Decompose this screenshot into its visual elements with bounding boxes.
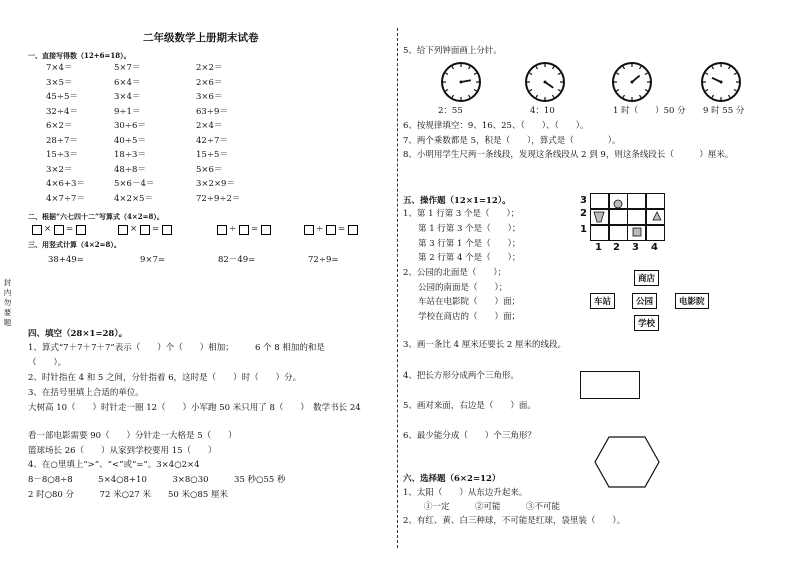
fill-line: （ ）。 [28,358,67,368]
section-6-heading: 六、选择题（6×2=12） [403,474,501,484]
answer-box[interactable] [32,225,42,235]
operator-symbol: × [44,224,52,234]
fill-line: 4、在○里填上“>”、“<”或“=”。3×4○2×4 [28,460,200,470]
operator-symbol: ÷ [316,224,324,234]
mental-math-item: 30÷6＝ [114,121,146,131]
direction-question: 学校在商店的（ ）面； [418,312,521,322]
face-question: 5、画对来面，右边是（ ）面。 [403,401,536,411]
clock-label: 2：55 [438,106,463,116]
fill-line: 8－8○8÷8 5×4○8+10 3×8○30 35 秒○55 秒 [28,475,286,485]
clock-face-icon[interactable] [440,61,482,103]
operator-symbol: = [251,224,259,234]
mental-math-item: 45÷5＝ [46,92,78,102]
mental-math-item: 3×6＝ [196,92,223,102]
column-divider [397,28,398,548]
mental-math-item: 18÷3＝ [114,150,146,160]
mental-math-item: 5×6＝ [196,164,223,175]
mental-math-item: 72÷9÷2＝ [196,193,241,204]
place-park: 公园 [632,293,657,309]
rectangle-shape [580,371,640,399]
grid-col-label: 3 [632,242,639,253]
mental-math-item: 4×6+3＝ [46,179,85,189]
mental-math-item: 4×7÷7＝ [46,193,85,204]
answer-box[interactable] [217,225,227,235]
question-8: 8、小明用学生尺两一条线段，发现这条线段从 2 到 9，则这条线段长（ ）厘米。 [403,150,734,160]
rectangle-question: 4、把长方形分成两个三角形。 [403,371,519,381]
direction-question: 公园的南面是（ ）； [418,283,508,293]
answer-box[interactable] [326,225,336,235]
vertical-calc-item: 9×7= [140,255,166,265]
fill-line: 2、时针指在 4 和 5 之间，分针指着 6，这时是（ ）时（ ）分。 [28,373,302,383]
side-label: 封内勿要题 [3,278,12,327]
page-title: 二年级数学上册期末试卷 [143,32,259,44]
section-3-heading: 三、用竖式计算（4×2=8）。 [28,240,121,249]
grid-col-label: 2 [613,242,620,253]
triangle-shape [653,212,661,220]
place-station: 车站 [590,293,615,309]
answer-box[interactable] [239,225,249,235]
mental-math-item: 15÷3＝ [46,150,78,160]
mental-math-item: 5×7＝ [114,63,141,73]
mental-math-item: 3×4＝ [114,92,141,102]
section-4-heading: 四、填空（28×1=28）。 [28,329,128,339]
grid-row-label: 2 [580,208,587,219]
fill-line: 篮球场长 26（ ）从家到学校要用 15（ ） [28,446,217,456]
direction-question: 2、公园的北面是（ ）； [403,268,507,278]
mental-math-item: 48÷8＝ [114,164,146,175]
grid-question: 第 2 行第 4 个是（ ）； [418,253,521,263]
mental-math-item: 5×6－4＝ [114,179,155,189]
answer-box[interactable] [76,225,86,235]
trapezoid-shape [594,212,604,222]
clock-label: 1 时（ ）50 分 [613,106,686,116]
answer-box[interactable] [140,225,150,235]
clock-face-icon[interactable] [611,61,653,103]
mental-math-item: 3×5＝ [46,77,73,88]
mental-math-item: 15÷5＝ [196,150,228,160]
answer-box[interactable] [54,225,64,235]
fill-line: 1、算式“7＋7＋7＋7”表示（ ）个（ ）相加； 6 个 8 相加的和是 [28,343,325,353]
section-5-heading: 五、操作题（12×1=12）。 [403,196,511,206]
operator-symbol: = [152,224,160,234]
fill-line: 3、在括号里填上合适的单位。 [28,388,144,398]
mental-math-item: 63÷9＝ [196,106,228,117]
hexagon-question: 6、最少能分成（ ）个三角形？ [403,431,536,441]
grid-question: 1、第 1 行第 3 个是（ ）； [403,209,520,219]
vertical-calc-item: 38+49= [48,255,84,265]
mental-math-item: 2×6＝ [196,77,223,88]
clock-face-icon[interactable] [700,61,742,103]
mental-math-item: 4×2×5＝ [114,193,153,204]
grid-row-label: 1 [580,224,587,235]
direction-question: 车站在电影院（ ）面； [418,297,521,307]
mental-math-item: 9÷1＝ [114,106,141,117]
square-shape [633,228,641,236]
fill-line: 2 时○80 分 72 米○27 米 50 米○85 厘米 [28,490,228,500]
place-school: 学校 [634,315,659,331]
operator-symbol: = [66,224,74,234]
operator-symbol: × [130,224,138,234]
answer-box[interactable] [118,225,128,235]
mental-math-item: 40÷5＝ [114,135,146,146]
section-2-heading: 二、根据“六七四十二”写算式（4×2=8）。 [28,212,164,221]
choice-options: ①一定 ②可能 ③不可能 [424,502,561,512]
section-1-heading: 一、直接写得数（12+6=18）。 [28,51,131,60]
grid-row-label: 3 [580,195,587,206]
question-7: 7、两个乘数都是 5，积是（ ），算式是（ ）。 [403,136,621,146]
hexagon-shape [593,435,661,489]
answer-box[interactable] [162,225,172,235]
clock-label: 4：10 [530,106,555,116]
clock-face-icon[interactable] [524,61,566,103]
circle-shape [614,200,622,208]
vertical-calc-item: 82－49= [218,255,256,265]
grid-question: 第 1 行第 3 个是（ ）； [418,224,521,234]
mental-math-item: 3×2＝ [46,164,73,175]
question-5: 5、给下列钟面画上分针。 [403,46,502,56]
fill-line: 大树高 10（ ）时针走一圈 12（ ）小军跑 50 米只用了 8（ ） 数学书长 24 [28,403,361,413]
mental-math-item: 7×4＝ [46,63,73,73]
mental-math-item: 3×2×9＝ [196,179,235,189]
question-6: 6、按规律填空：9、16、25、（ ）、（ ）。 [403,121,589,131]
grid-question: 第 3 行第 1 个是（ ）； [418,239,521,249]
answer-box[interactable] [261,225,271,235]
choice-question: 2、有红、黄、白三种球，不可能是红球，袋里装（ ）。 [403,516,626,526]
mental-math-item: 6×2＝ [46,121,73,131]
clock-label: 9 时 55 分 [703,106,745,116]
mental-math-item: 28÷7＝ [46,135,78,146]
mental-math-item: 42÷7＝ [196,135,228,146]
mental-math-item: 6×4＝ [114,77,141,88]
vertical-calc-item: 72÷9= [308,255,339,265]
mental-math-item: 2×4＝ [196,121,223,131]
place-cinema: 电影院 [675,293,709,309]
mental-math-item: 2×2＝ [196,63,223,73]
operator-symbol: ÷ [229,224,237,234]
grid-shapes [590,193,670,241]
mental-math-item: 32÷4＝ [46,106,78,117]
operator-symbol: = [338,224,346,234]
answer-box[interactable] [348,225,358,235]
answer-box[interactable] [304,225,314,235]
fill-line: 看一部电影需要 90（ ）分针走一大格是 5（ ） [28,431,237,441]
choice-question: 1、太阳（ ）从东边升起来。 [403,488,528,498]
grid-col-label: 1 [595,242,602,253]
place-shop: 商店 [634,270,659,286]
line-segment-question: 3、画一条比 4 厘米还要长 2 厘米的线段。 [403,340,567,350]
grid-col-label: 4 [651,242,658,253]
